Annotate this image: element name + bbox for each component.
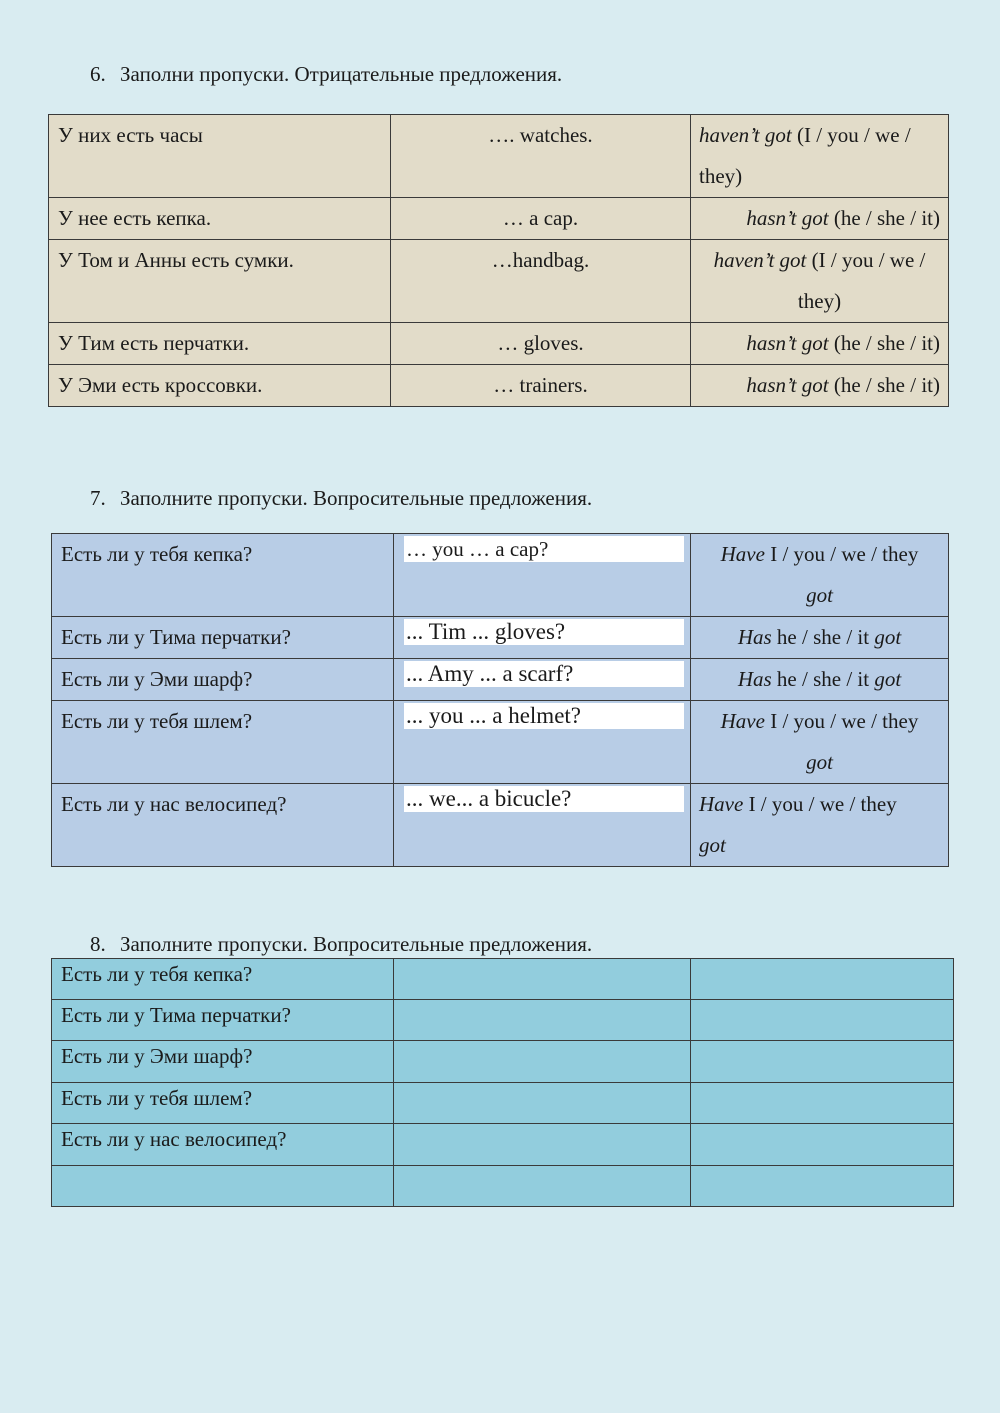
table-row	[52, 617, 949, 659]
hint	[691, 534, 948, 616]
hint-verb: haven’t got	[699, 123, 792, 147]
blank-cell[interactable]	[691, 1083, 954, 1124]
hint-aux: Have	[699, 792, 744, 816]
russian-question: Есть ли у тебя шлем?	[61, 709, 253, 733]
answer-field[interactable]: ... Tim ... gloves?	[404, 619, 684, 645]
russian-question: Есть ли у Эми шарф?	[61, 667, 253, 691]
russian-question: Есть ли у тебя шлем?	[61, 1086, 253, 1110]
blank-cell[interactable]	[691, 1000, 954, 1041]
table-row	[52, 959, 954, 1000]
table-row	[52, 1124, 954, 1166]
gap-sentence: …handbag.	[491, 248, 590, 272]
russian-question: Есть ли у Тима перчатки?	[61, 625, 291, 649]
russian-question: Есть ли у тебя кепка?	[61, 542, 253, 566]
russian-question: Есть ли у Эми шарф?	[61, 1044, 253, 1068]
answer-field[interactable]: ... you ... a helmet?	[404, 703, 684, 729]
table-row	[52, 1083, 954, 1124]
hint-verb: hasn’t got	[746, 331, 829, 355]
section-7-number: 7.	[90, 486, 106, 510]
table-row	[52, 1041, 954, 1083]
hint	[691, 365, 948, 406]
russian-question: Есть ли у нас велосипед?	[61, 1127, 287, 1151]
hint	[691, 240, 948, 322]
hint	[691, 198, 948, 239]
hint	[691, 784, 948, 866]
section-8-number: 8.	[90, 932, 106, 956]
hint-verb: haven’t got	[713, 248, 807, 272]
blank-cell[interactable]	[394, 959, 691, 1000]
hint-got: got	[874, 667, 902, 691]
russian-question: Есть ли у тебя кепка?	[61, 962, 253, 986]
gap-sentence: …. watches.	[488, 123, 593, 147]
table-row	[49, 365, 949, 407]
table-row	[49, 323, 949, 365]
hint	[691, 617, 948, 658]
hint-aux: Have	[720, 542, 765, 566]
table-row	[52, 534, 949, 617]
table-row	[49, 115, 949, 198]
blank-cell[interactable]	[691, 959, 954, 1000]
blank-questions-table	[51, 958, 954, 1207]
hint-pronouns: he / she / it	[771, 625, 875, 649]
table-row	[52, 784, 949, 867]
hint-aux: Have	[720, 709, 765, 733]
section-6-title: Заполни пропуски. Отрицательные предложения.	[120, 62, 563, 86]
hint	[691, 115, 948, 197]
answer-field[interactable]: ... we... a bicucle?	[404, 786, 684, 812]
gap-sentence: … trainers.	[493, 373, 588, 397]
blank-cell[interactable]	[394, 1124, 691, 1166]
hint-got: got	[874, 625, 902, 649]
russian-sentence: У них есть часы	[58, 123, 203, 147]
section-7-title: Заполните пропуски. Вопросительные предложения.	[120, 486, 593, 510]
table-row	[49, 198, 949, 240]
table-row	[52, 1166, 954, 1207]
negative-sentences-table	[48, 114, 949, 407]
hint-pronouns: he / she / it	[771, 667, 875, 691]
hint-pronouns: (I / you / we / they)	[699, 123, 911, 188]
hint	[691, 659, 948, 700]
hint-pronouns: (he / she / it)	[828, 206, 940, 230]
hint-pronouns: I / you / we / they	[764, 709, 919, 733]
hint-pronouns: (he / she / it)	[828, 373, 940, 397]
gap-sentence: … a cap.	[502, 206, 579, 230]
blank-cell[interactable]	[394, 1083, 691, 1124]
answer-field[interactable]: … you … a cap?	[404, 536, 684, 562]
blank-cell[interactable]	[394, 1041, 691, 1083]
blank-cell[interactable]	[394, 1000, 691, 1041]
table-row	[52, 701, 949, 784]
hint-pronouns: (I / you / we / they)	[797, 248, 926, 313]
hint-verb: hasn’t got	[746, 206, 829, 230]
hint-aux: Has	[737, 667, 772, 691]
russian-sentence: У нее есть кепка.	[58, 206, 212, 230]
hint-pronouns: (he / she / it)	[828, 331, 940, 355]
answer-field[interactable]: ... Amy ... a scarf?	[404, 661, 684, 687]
section-8-heading	[90, 932, 592, 956]
blank-cell[interactable]	[691, 1124, 954, 1166]
gap-sentence: … gloves.	[497, 331, 584, 355]
russian-sentence: У Том и Анны есть сумки.	[58, 248, 294, 272]
table-row	[49, 240, 949, 323]
russian-sentence: У Эми есть кроссовки.	[58, 373, 263, 397]
hint-got: got	[806, 583, 833, 607]
question-sentences-table	[51, 533, 949, 867]
hint-got: got	[699, 833, 726, 857]
russian-question: Есть ли у нас велосипед?	[61, 792, 287, 816]
blank-cell[interactable]	[691, 1166, 954, 1207]
section-8-title: Заполните пропуски. Вопросительные предложения.	[120, 932, 593, 956]
hint-pronouns: I / you / we / they	[743, 792, 897, 816]
blank-cell[interactable]	[394, 1166, 691, 1207]
hint-aux: Has	[737, 625, 772, 649]
table-row	[52, 659, 949, 701]
russian-question: Есть ли у Тима перчатки?	[61, 1003, 291, 1027]
hint	[691, 701, 948, 783]
russian-sentence: У Тим есть перчатки.	[58, 331, 250, 355]
table-row	[52, 1000, 954, 1041]
section-7-heading	[90, 486, 592, 510]
hint-got: got	[806, 750, 833, 774]
section-6-number: 6.	[90, 62, 106, 86]
hint-pronouns: I / you / we / they	[764, 542, 919, 566]
hint-verb: hasn’t got	[746, 373, 829, 397]
blank-cell[interactable]	[691, 1041, 954, 1083]
section-6-heading	[90, 62, 562, 86]
hint	[691, 323, 948, 364]
